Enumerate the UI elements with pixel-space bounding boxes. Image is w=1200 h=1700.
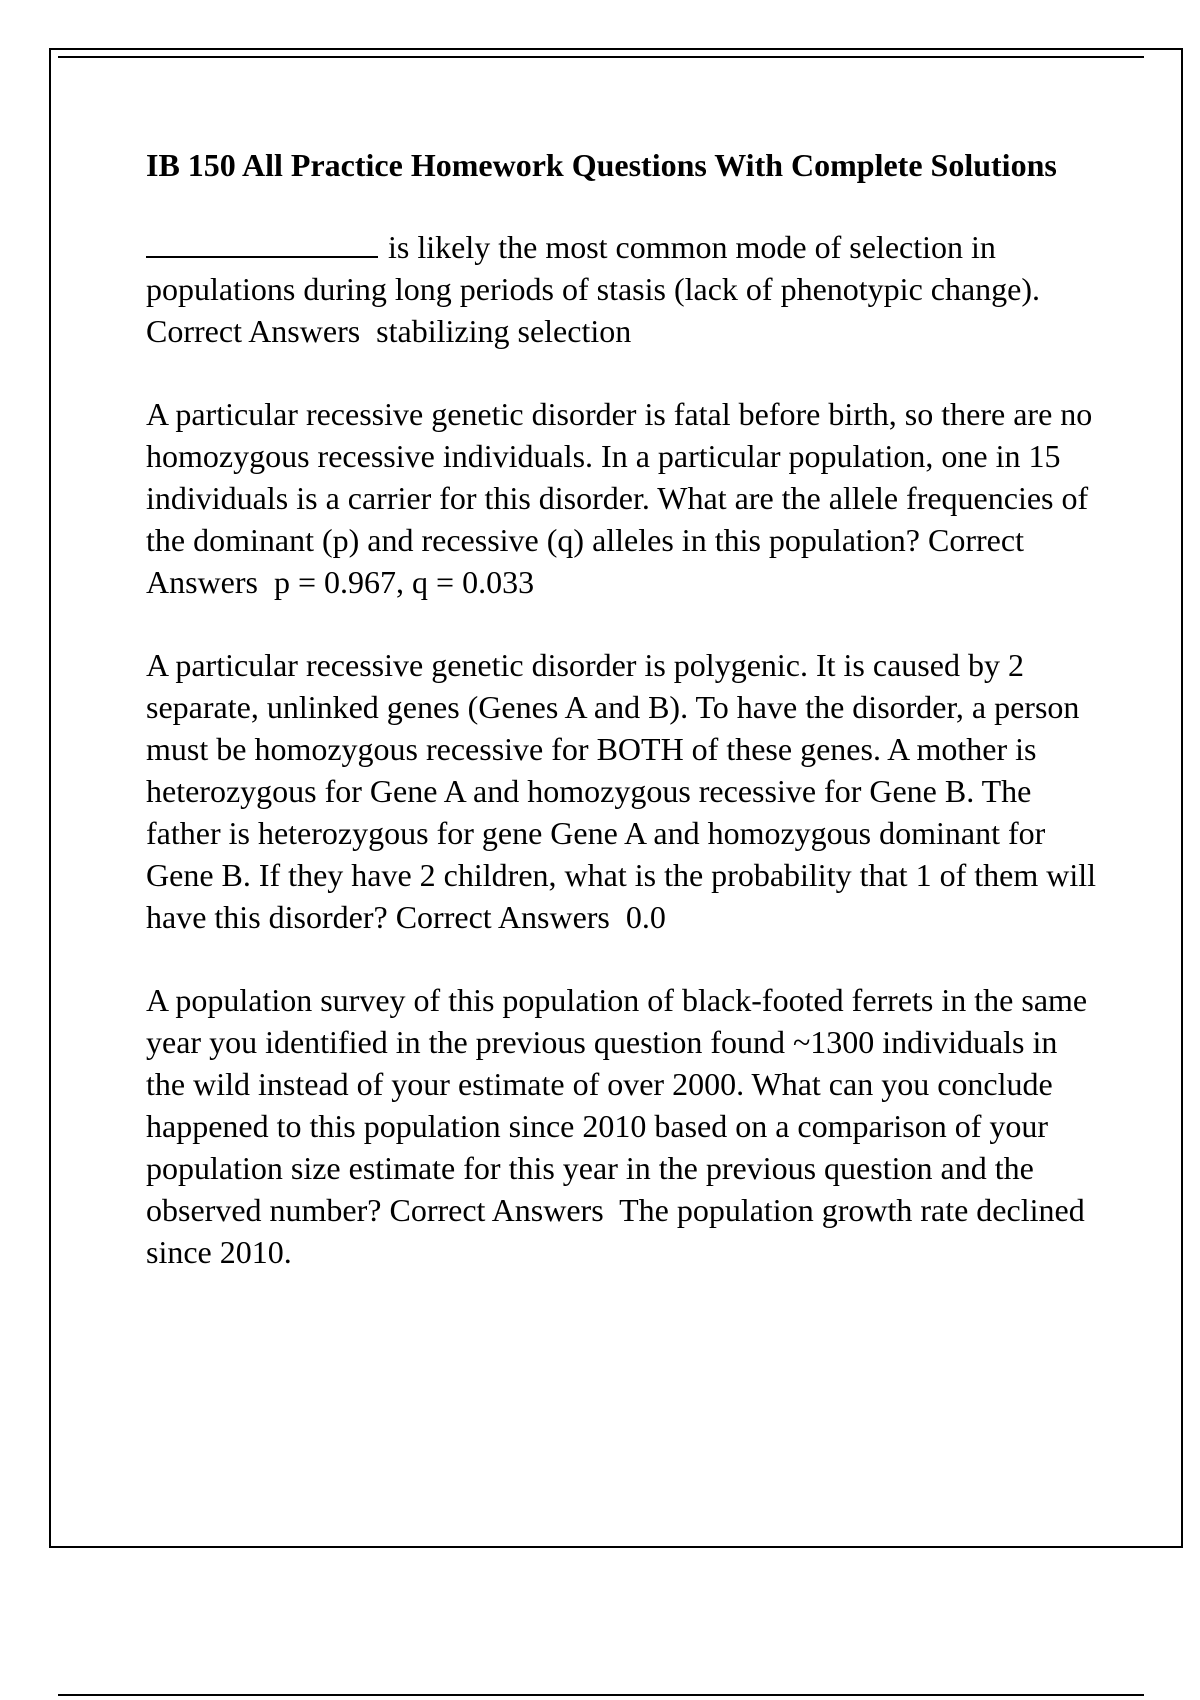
answer-text: stabilizing selection <box>376 313 632 349</box>
answer-label: Correct Answers <box>146 522 1024 600</box>
answer-label: Correct Answers <box>395 899 610 935</box>
document-body <box>146 144 1096 1314</box>
answer-text: 0.0 <box>625 899 666 935</box>
top-rule <box>58 56 1144 58</box>
answer-text: p = 0.967, q = 0.033 <box>273 564 535 600</box>
answer-label: Correct Answers <box>146 313 361 349</box>
document-title: IB 150 All Practice Homework Questions With Complete Solutions <box>146 147 1057 183</box>
fill-in-blank <box>146 228 378 258</box>
answer-label: Correct Answers <box>389 1192 604 1228</box>
qa-item-4 <box>146 979 1096 1273</box>
question-text: A population survey of this population of black-footed ferrets in the same year you identified in the previous question found ~1300 individuals in the wild instead of your estimate of over 2000. What can you conclude happened to this population since 2010 based on a comparison of your population size estimate for this year in the previous question and the observed number? <box>146 982 1088 1228</box>
answer-text: The population growth rate declined since 2010. <box>146 1192 1085 1270</box>
question-text: A particular recessive genetic disorder is polygenic. It is caused by 2 separate, unlinked genes (Genes A and B). To have the disorder, a person must be homozygous recessive for BOTH of these genes. A mother is heterozygous for Gene A and homozygous recessive for Gene B. The father is heterozygous for gene Gene A and homozygous dominant for Gene B. If they have 2 children, what is the probability that 1 of them will have this disorder? <box>146 647 1096 935</box>
qa-item-3 <box>146 644 1096 938</box>
question-text: is likely the most common mode of selection in populations during long periods of stasis (lack of phenotypic change). <box>146 229 1041 307</box>
question-text: A particular recessive genetic disorder is fatal before birth, so there are no homozygous recessive individuals. In a particular population, one in 15 individuals is a carrier for this disorder. What are the allele frequencies of the dominant (p) and recessive (q) alleles in this population? <box>146 396 1093 558</box>
bottom-rule <box>58 1694 1144 1696</box>
qa-item-1 <box>146 226 1096 352</box>
qa-item-2 <box>146 393 1096 603</box>
